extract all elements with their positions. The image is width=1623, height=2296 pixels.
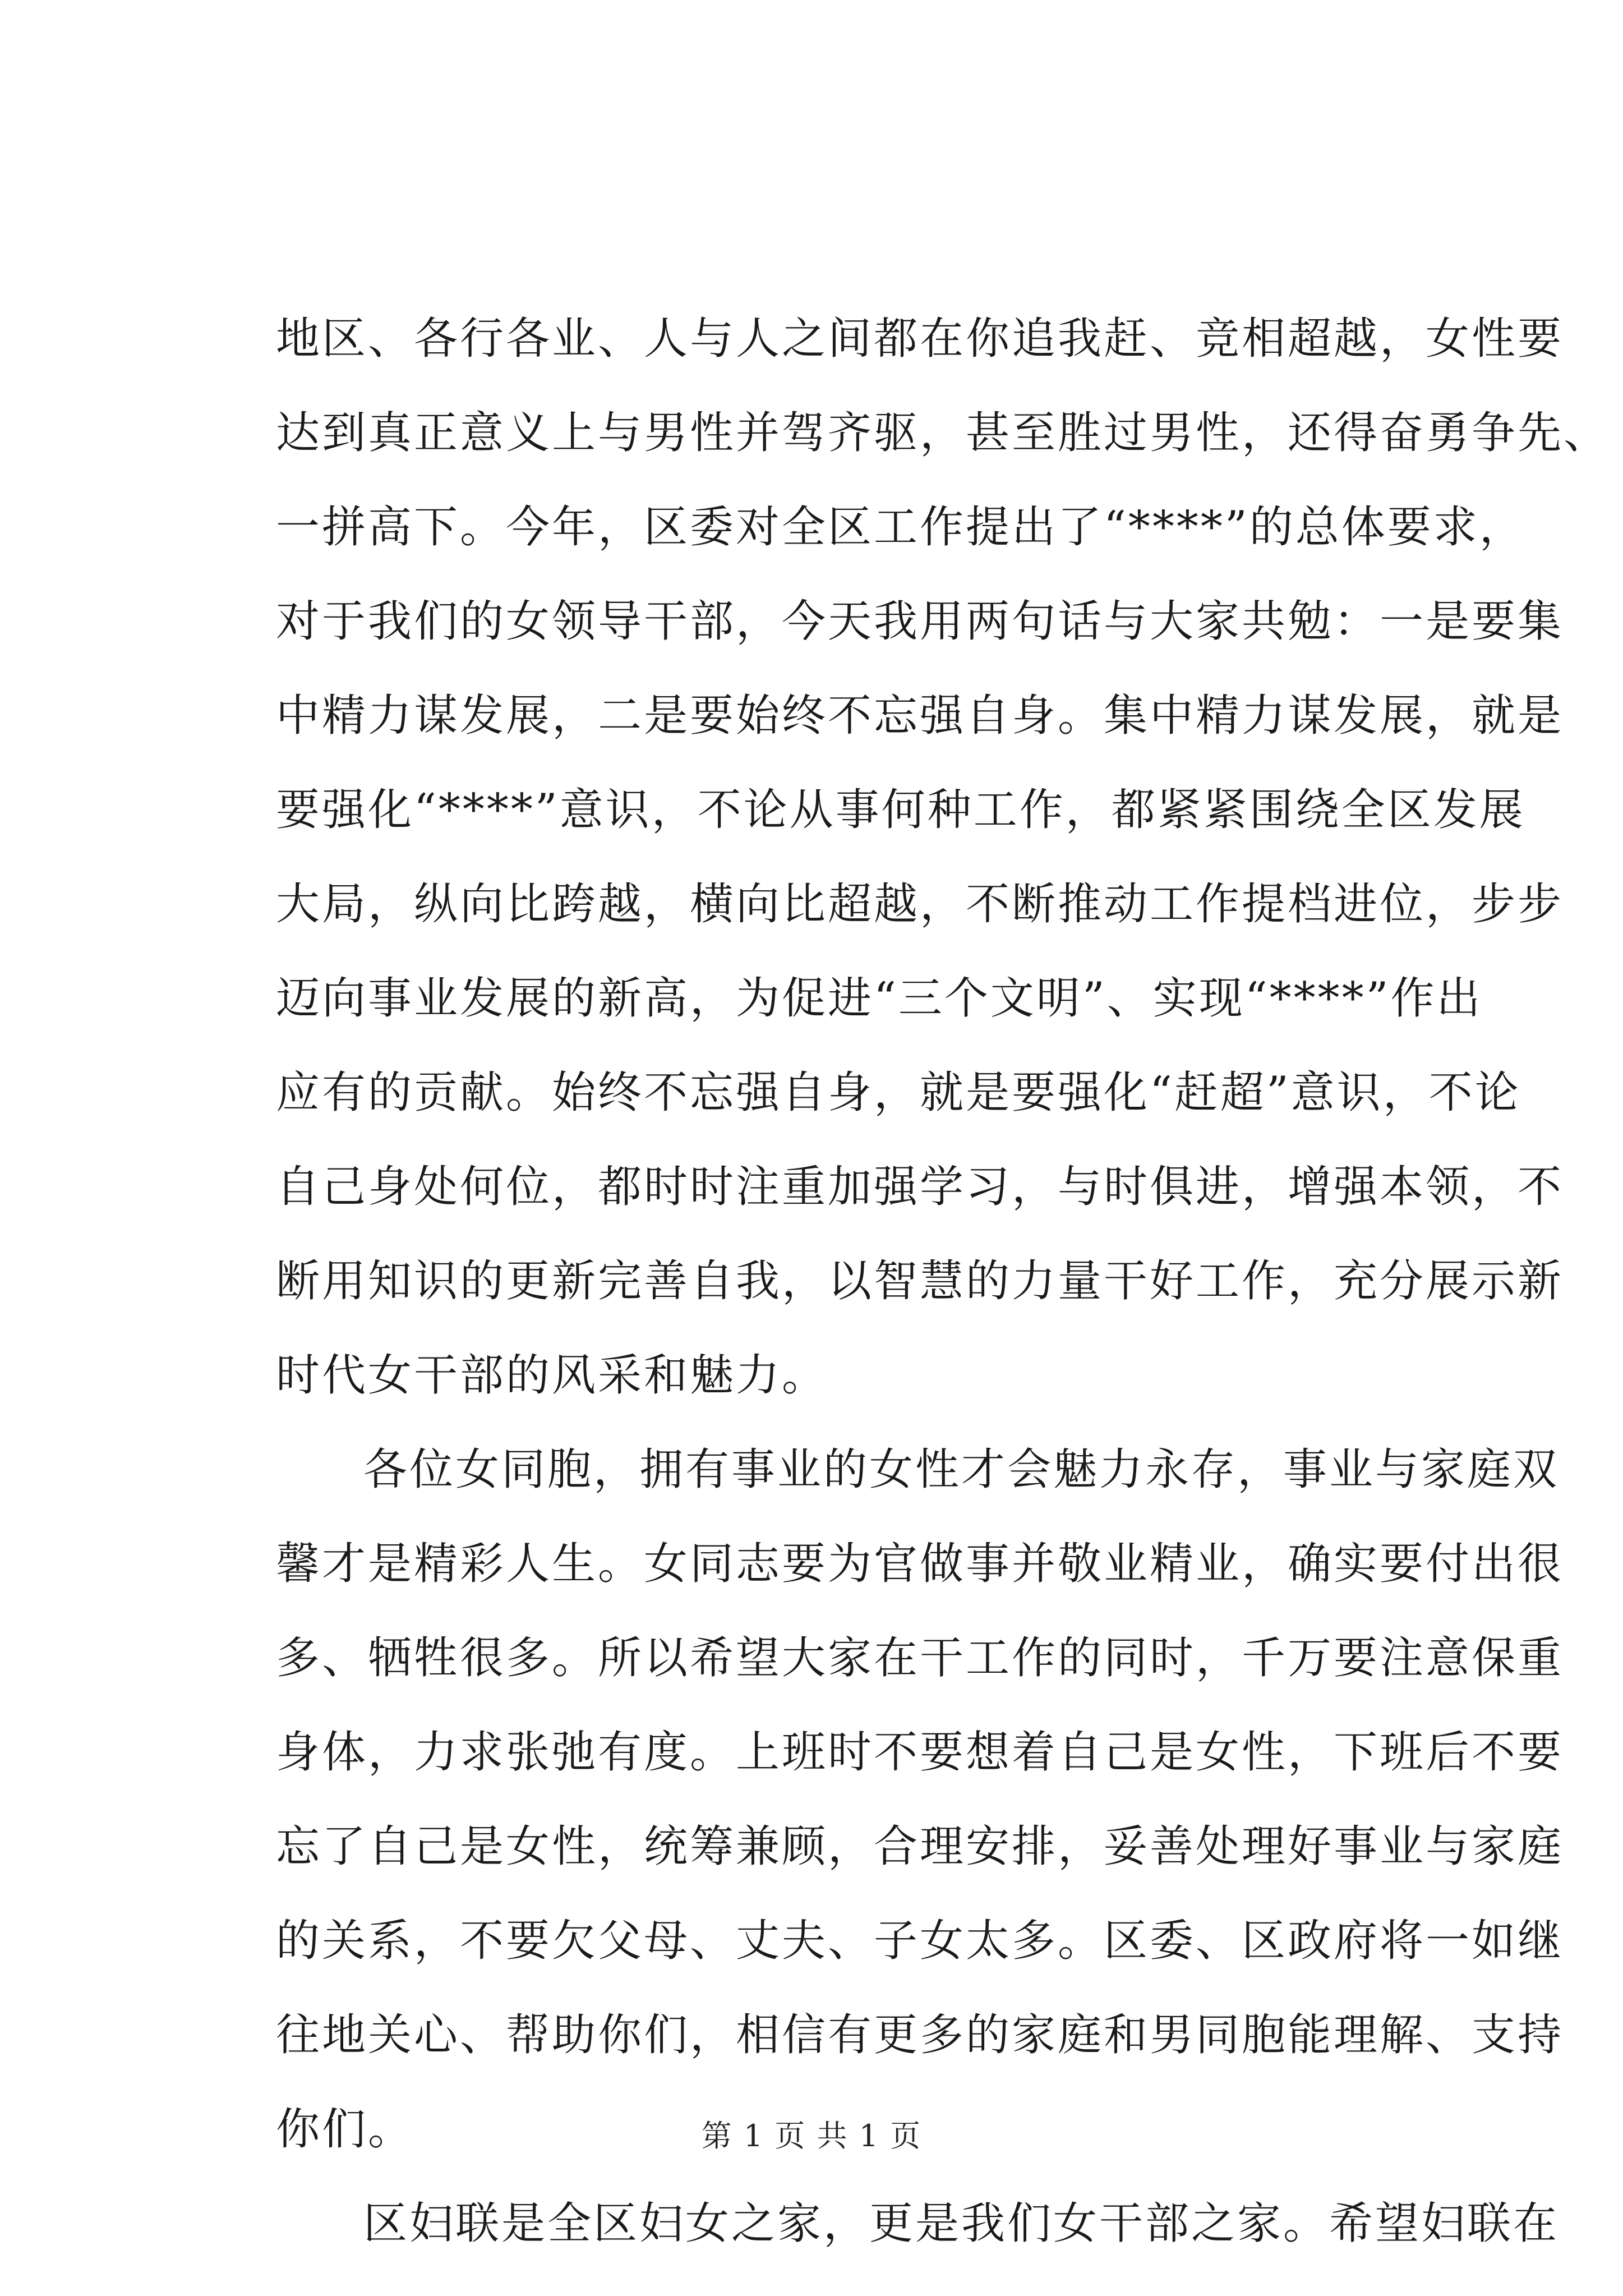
text-line: 多、牺牲很多。所以希望大家在干工作的同时，千万要注意保重 bbox=[276, 1633, 1564, 1683]
paragraph-3 bbox=[276, 2177, 1560, 2271]
text-line: 的关系，不要欠父母、丈夫、子女太多。区委、区政府将一如继 bbox=[276, 1916, 1564, 1966]
text-line: 一拼高下。今年，区委对全区工作提出了“****”的总体要求， bbox=[276, 502, 1525, 553]
text-line: 应有的贡献。始终不忘强自身，就是要强化“赶超”意识，不论 bbox=[276, 1068, 1521, 1118]
text-line: 地区、各行各业、人与人之间都在你追我赶、竞相超越，女性要 bbox=[276, 314, 1564, 364]
text-line: 各位女同胞，拥有事业的女性才会魅力永存，事业与家庭双 bbox=[363, 1444, 1560, 1495]
text-line: 馨才是精彩人生。女同志要为官做事并敬业精业，确实要付出很 bbox=[276, 1539, 1564, 1589]
text-line: 对于我们的女领导干部，今天我用两句话与大家共勉：一是要集 bbox=[276, 596, 1564, 647]
text-line: 忘了自己是女性，统筹兼顾，合理安排，妥善处理好事业与家庭 bbox=[276, 1821, 1564, 1872]
text-line: 往地关心、帮助你们，相信有更多的家庭和男同胞能理解、支持 bbox=[276, 2010, 1564, 2060]
text-line: 达到真正意义上与男性并驾齐驱，甚至胜过男性，还得奋勇争先、 bbox=[276, 408, 1610, 458]
text-line: 要强化“****”意识，不论从事何种工作，都紧紧围绕全区发展 bbox=[276, 785, 1525, 835]
text-line: 时代女干部的风采和魅力。 bbox=[276, 1350, 828, 1401]
text-line: 中精力谋发展，二是要始终不忘强自身。集中精力谋发展，就是 bbox=[276, 691, 1564, 741]
paragraph-2 bbox=[276, 1423, 1564, 2177]
paragraph-1 bbox=[276, 292, 1610, 1423]
document-body bbox=[276, 292, 1610, 2271]
page-number-label: 第 1 页 共 1 页 bbox=[701, 2118, 922, 2154]
page-footer bbox=[0, 2112, 1623, 2155]
text-line: 大局，纵向比跨越，横向比超越，不断推动工作提档进位，步步 bbox=[276, 879, 1564, 930]
text-line: 迈向事业发展的新高，为促进“三个文明”、实现“****”作出 bbox=[276, 973, 1483, 1024]
text-line: 你们。 bbox=[276, 2104, 414, 2155]
text-line: 身体，力求张弛有度。上班时不要想着自己是女性，下班后不要 bbox=[276, 1727, 1564, 1778]
text-line: 区妇联是全区妇女之家，更是我们女干部之家。希望妇联在 bbox=[363, 2198, 1560, 2249]
text-line: 自己身处何位，都时时注重加强学习，与时俱进，增强本领，不 bbox=[276, 1162, 1564, 1212]
text-line: 断用知识的更新完善自我，以智慧的力量干好工作，充分展示新 bbox=[276, 1256, 1564, 1306]
